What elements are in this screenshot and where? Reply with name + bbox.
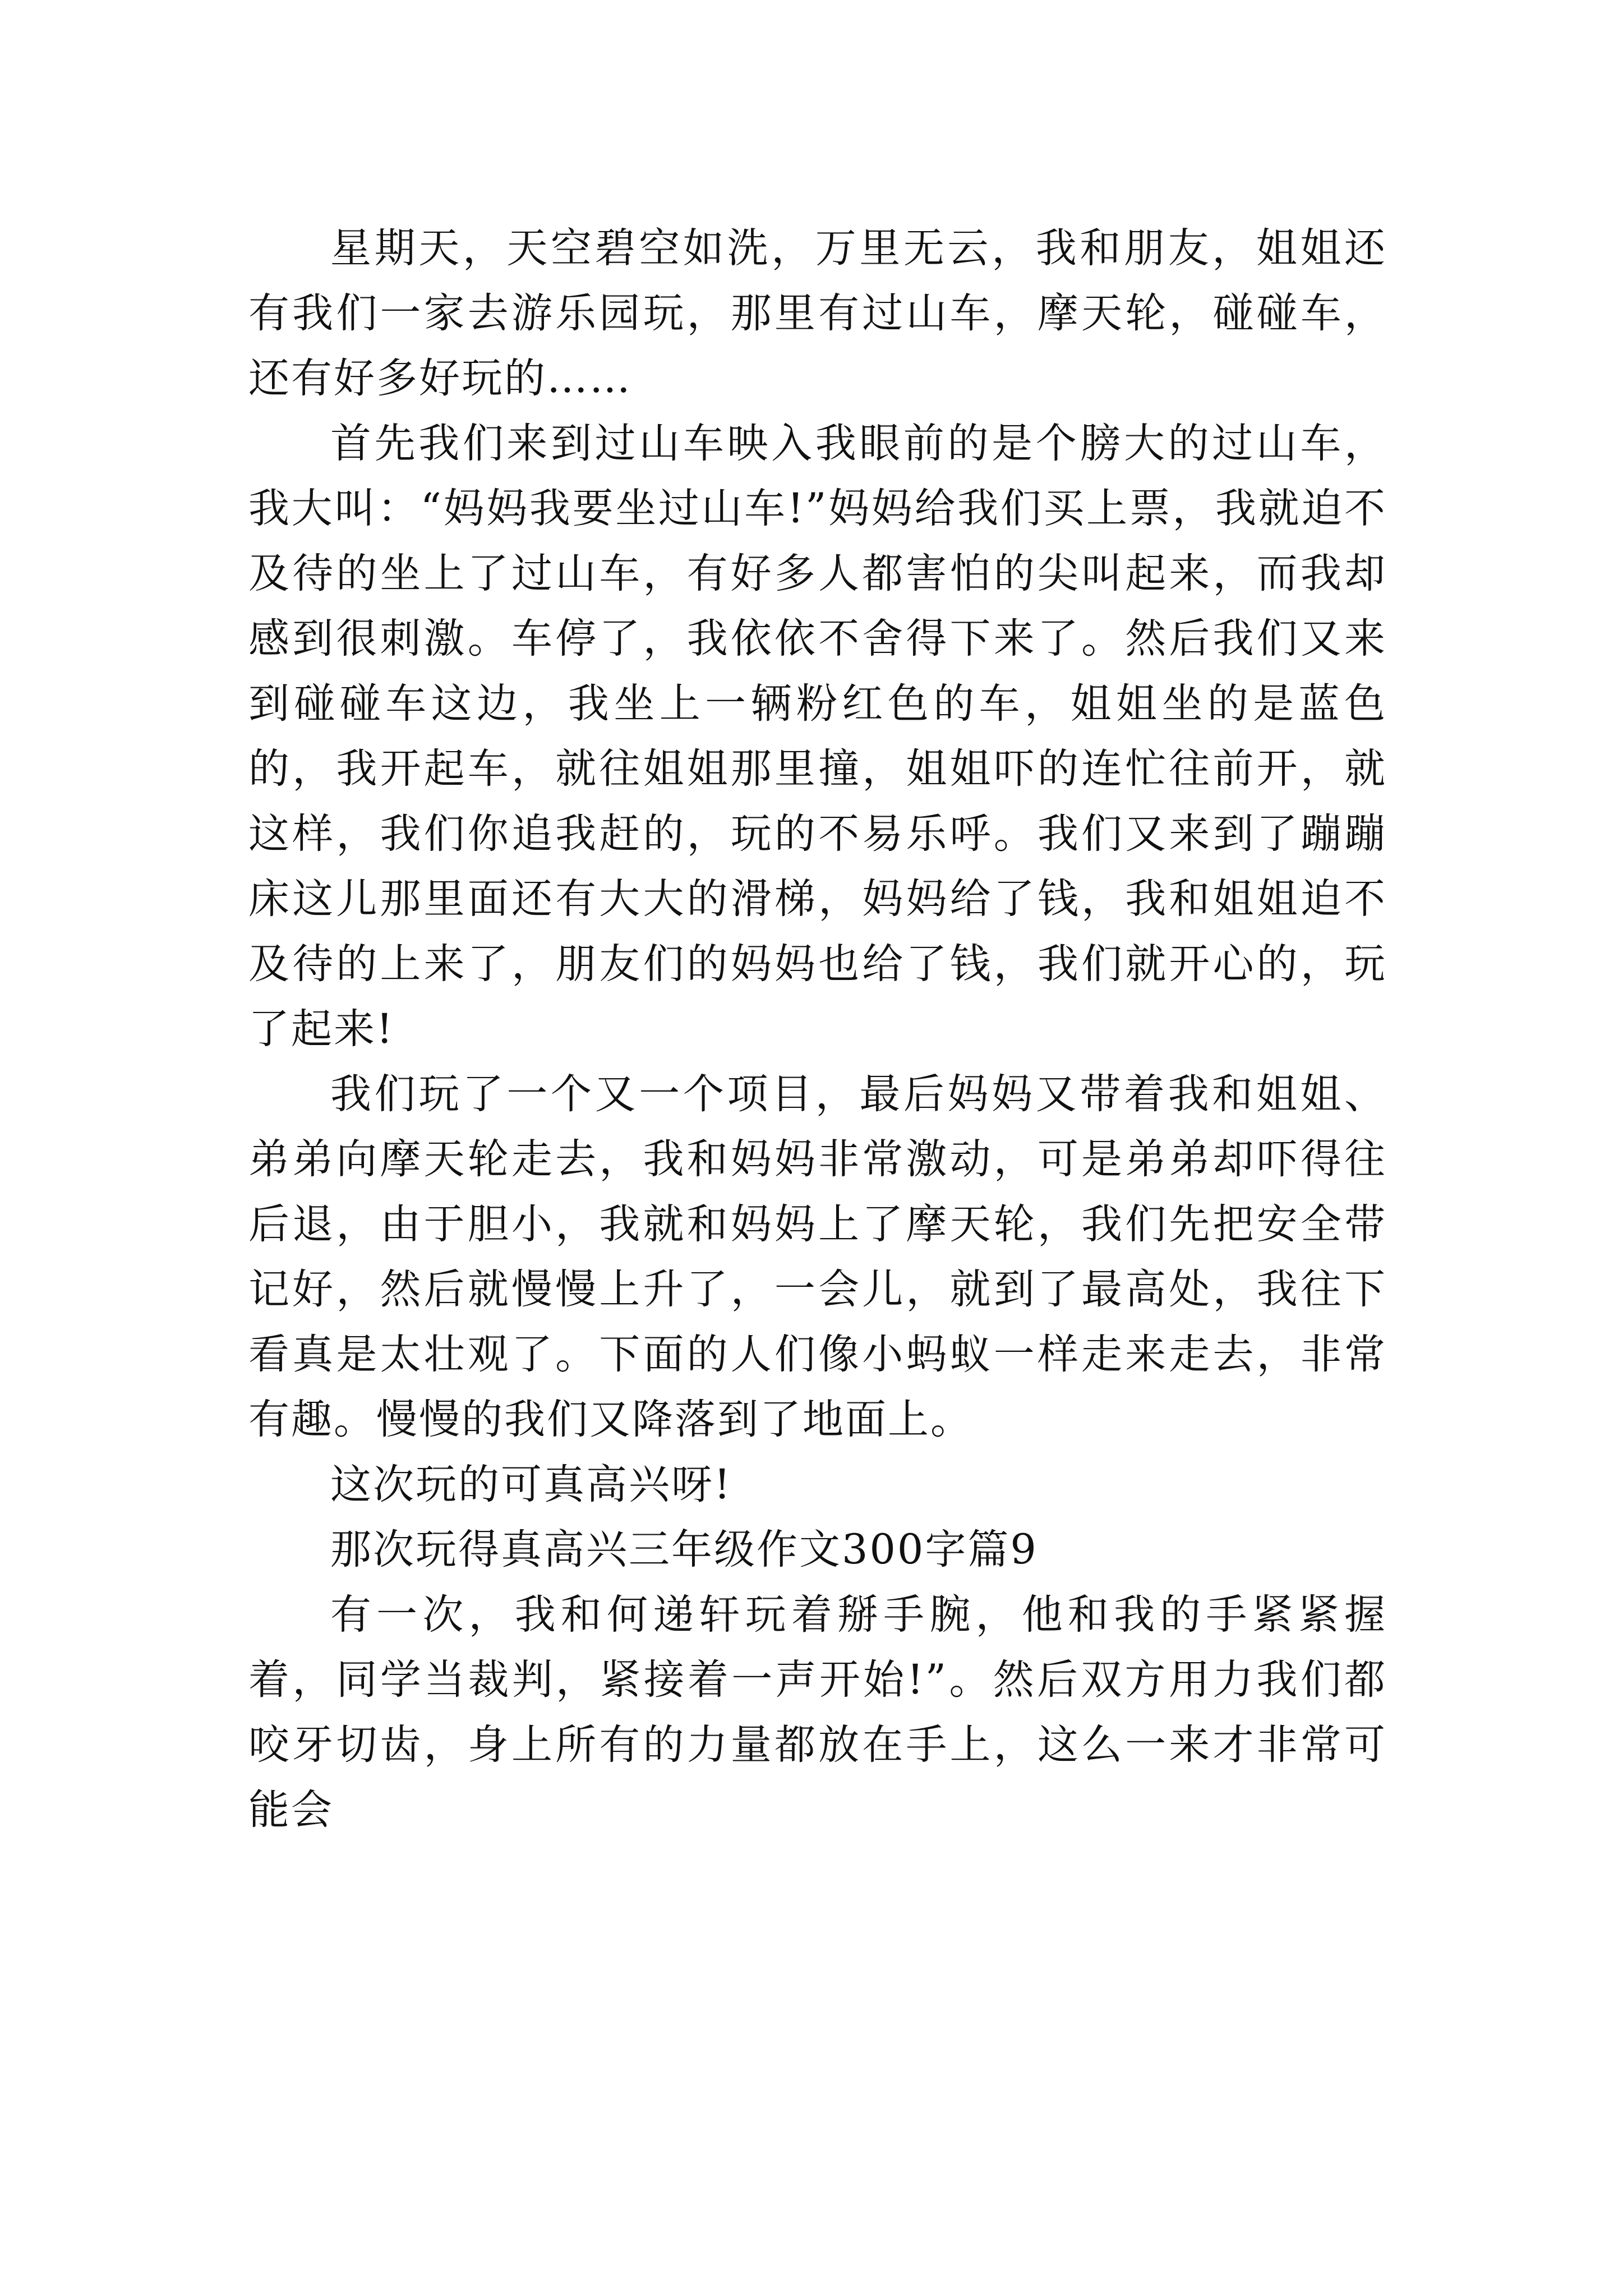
paragraph-intro: 星期天，天空碧空如洗，万里无云，我和朋友，姐姐还有我们一家去游乐园玩，那里有过山车，摩天轮，碰碰车，还有好多好玩的…… [248,224,1387,402]
paragraph-ferris-wheel: 我们玩了一个又一个项目，最后妈妈又带着我和姐姐、弟弟向摩天轮走去，我和妈妈非常激动，可是弟弟却吓得往后退，由于胆小，我就和妈妈上了摩天轮，我们先把安全带记好，然后就慢慢上升了，一会儿，就到了最高处，我往下看真是太壮观了。下面的人们像小蚂蚁一样走来走去，非常有趣。慢慢的我们又降落到了地面上。 [248,1070,1387,1443]
paragraph-arm-wrestling: 有一次，我和何递轩玩着掰手腕，他和我的手紧紧握着，同学当裁判，紧接着一声开始!”。然后双方用力我们都咬牙切齿，身上所有的力量都放在手上，这么一来才非常可能会 [248,1591,1387,1834]
paragraph-conclusion: 这次玩的可真高兴呀! [330,1461,732,1508]
article-body [248,216,1387,1843]
section-heading: 那次玩得真高兴三年级作文300字篇9 [330,1526,1038,1573]
paragraph-roller-coaster-bumper-cars: 首先我们来到过山车映入我眼前的是个膀大的过山车，我大叫：“妈妈我要坐过山车!”妈妈给我们买上票，我就迫不及待的坐上了过山车，有好多人都害怕的尖叫起来，而我却感到很刺激。车停了，我依依不舍得下来了。然后我们又来到碰碰车这边，我坐上一辆粉红色的车，姐姐坐的是蓝色的，我开起车，就往姐姐那里撞，姐姐吓的连忙往前开，就这样，我们你追我赶的，玩的不易乐呼。我们又来到了蹦蹦床这儿那里面还有大大的滑梯，妈妈给了钱，我和姐姐迫不及待的上来了，朋友们的妈妈也给了钱，我们就开心的，玩了起来! [248,420,1387,1053]
